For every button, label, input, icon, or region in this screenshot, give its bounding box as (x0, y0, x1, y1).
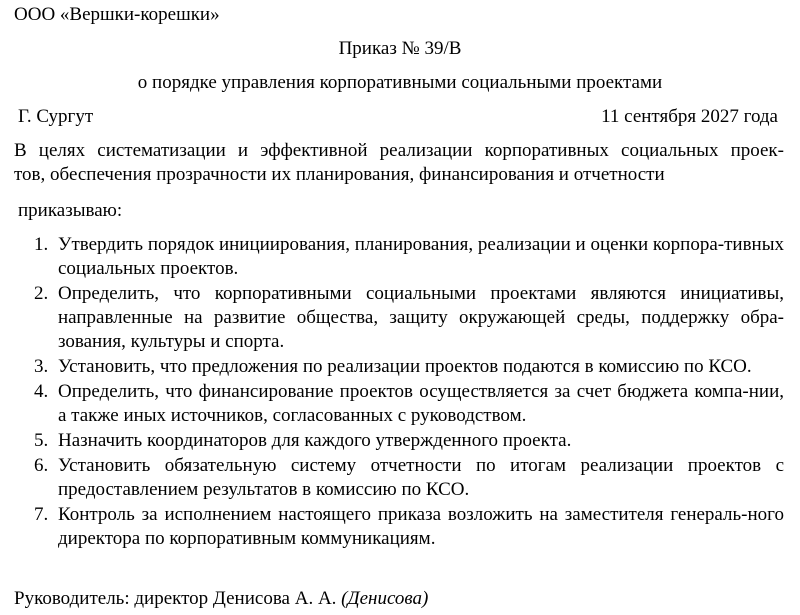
list-item-text: Установить обязательную систему отчетности по итогам реализации проектов с предоставлением результатов в комиссию по КСО. (58, 455, 784, 500)
list-item (34, 503, 784, 551)
signature-label: Руководитель: директор Денисова А. А. (14, 588, 337, 609)
list-item-number: 3. (34, 356, 49, 377)
list-item-text: Назначить координаторов для каждого утвержденного проекта. (58, 430, 572, 451)
list-item-number: 7. (34, 504, 49, 525)
intro-line-2: тов, обеспечения прозрачности их планирования, финансирования и отчетности (14, 164, 665, 185)
list-item-number: 1. (34, 234, 49, 255)
order-number: Приказ № 39/В (338, 38, 462, 59)
list-item (34, 454, 784, 502)
order-date: 11 сентября 2027 года (601, 106, 778, 127)
list-item-number: 5. (34, 430, 49, 451)
intro-line-1: В целях систематизации и эффективной реализации корпоративных социальных проек- (14, 140, 784, 161)
list-item (34, 380, 784, 428)
city: Г. Сургут (18, 106, 94, 127)
list-item (34, 429, 784, 453)
signature-line (14, 587, 428, 611)
list-item-number: 6. (34, 455, 49, 476)
list-item (34, 282, 784, 354)
list-item-text: Контроль за исполнением настоящего приказа возложить на заместителя генераль-ного директора по корпоративным коммуникациям. (58, 504, 784, 549)
order-items-list (34, 233, 784, 552)
list-item-text: Установить, что предложения по реализации проектов подаются в комиссию по КСО. (58, 356, 752, 377)
orders-word: приказываю: (18, 200, 123, 221)
organization-name: ООО «Вершки-корешки» (14, 4, 220, 25)
list-item-text: Утвердить порядок инициирования, планирования, реализации и оценки корпора-тивных социальных проектов. (58, 234, 784, 279)
signature-name: (Денисова) (341, 588, 429, 609)
list-item-number: 4. (34, 381, 49, 402)
list-item (34, 355, 784, 379)
list-item-text: Определить, что финансирование проектов осуществляется за счет бюджета компа-нии, а также иных источников, согласованных с руководством. (58, 381, 784, 426)
list-item-number: 2. (34, 283, 49, 304)
order-subject: о порядке управления корпоративными социальными проектами (137, 72, 663, 93)
list-item (34, 233, 784, 281)
list-item-text: Определить, что корпоративными социальными проектами являются инициативы, направленные на развитие общества, защиту окружающей среды, поддержку обра-зования, культуры и спорта. (58, 283, 784, 352)
